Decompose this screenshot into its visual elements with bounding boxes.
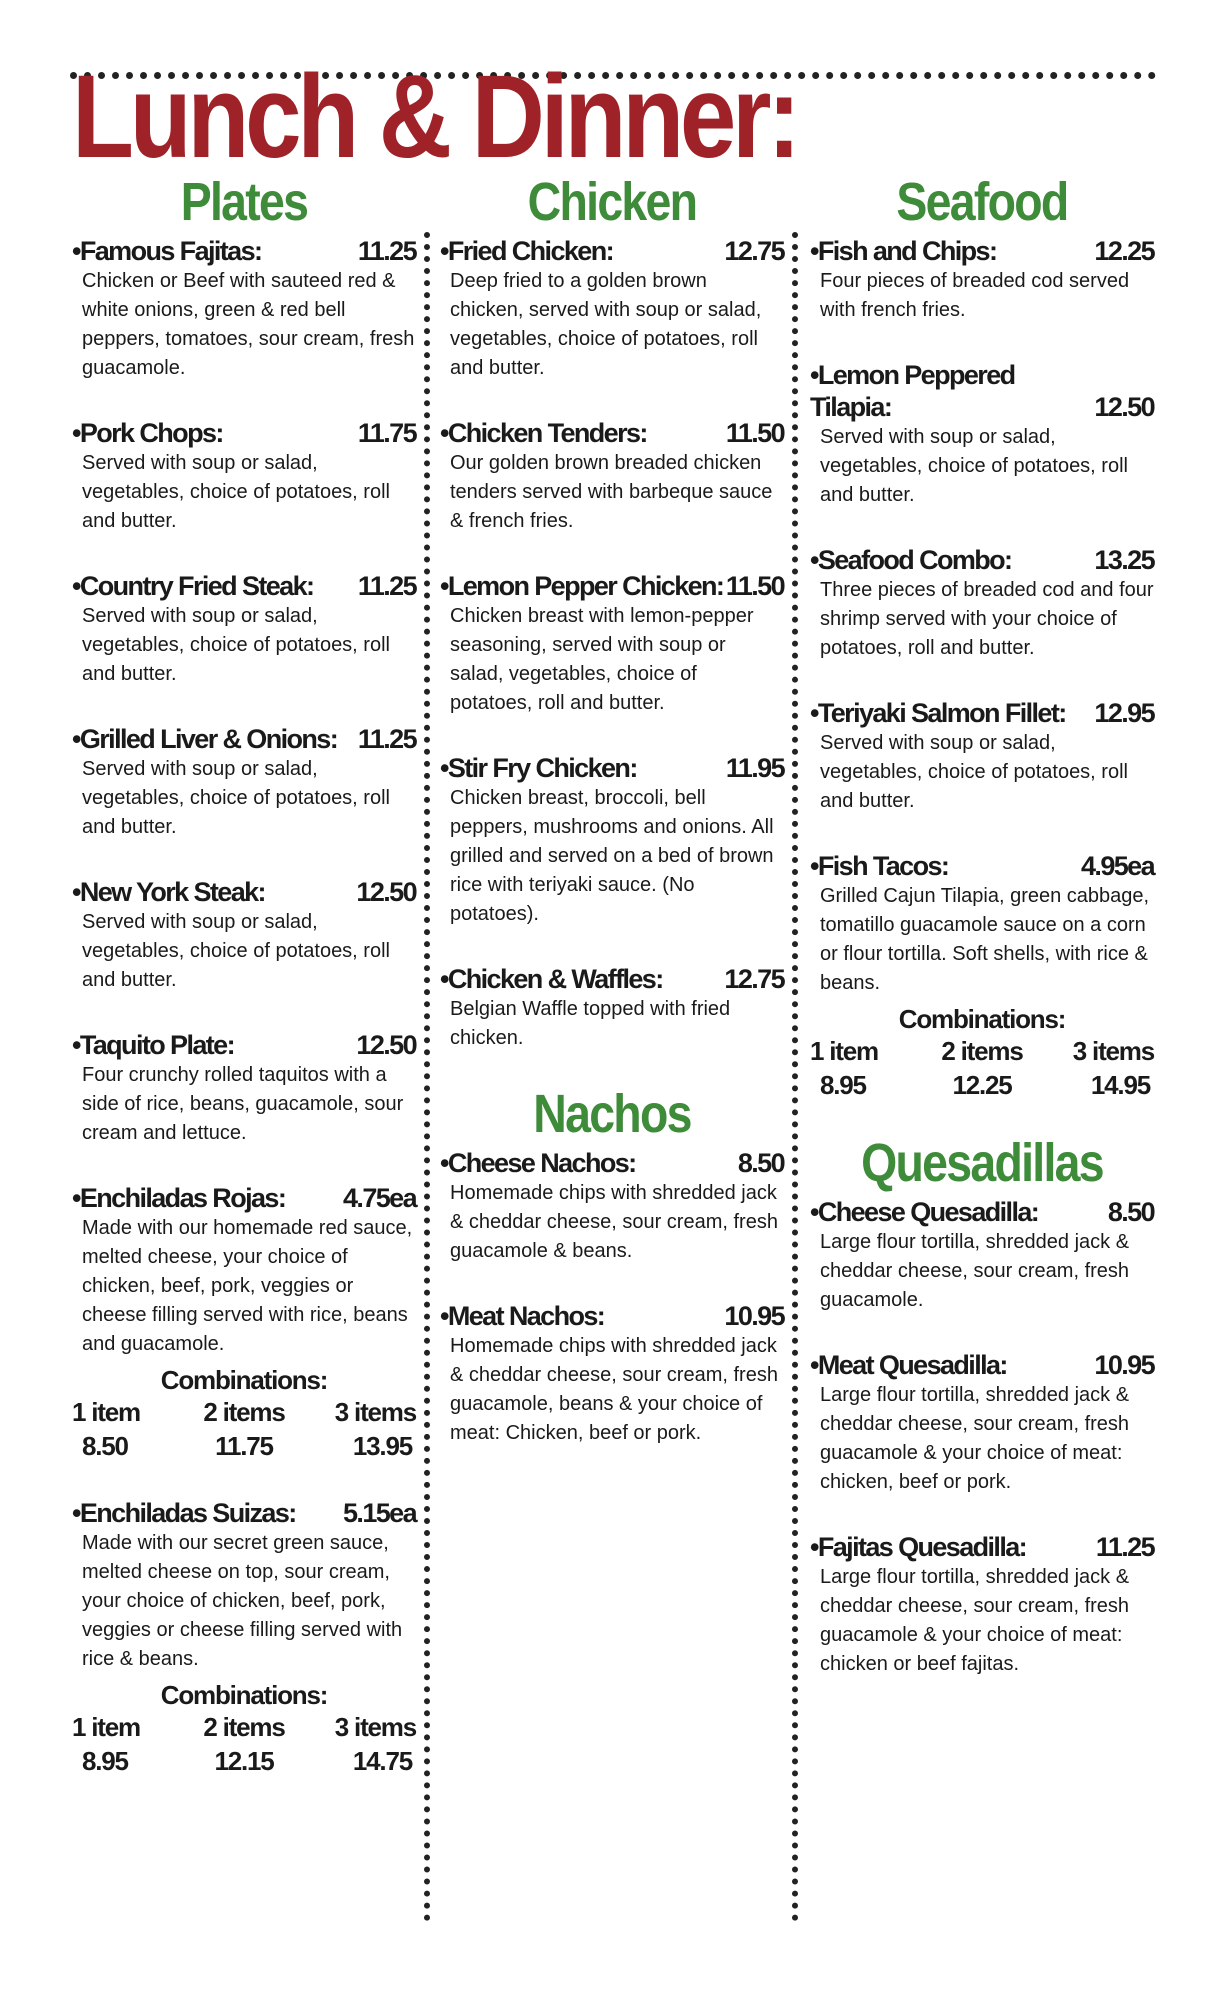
item-description: Served with soup or salad, vegetables, choice of potatoes, roll and butter.	[82, 605, 390, 685]
item-description: Large flour tortilla, shredded jack & cheddar cheese, sour cream, fresh guacamole.	[820, 1231, 1130, 1311]
combo-label: 1 item	[810, 1036, 878, 1066]
item-name: •Meat Nachos:	[440, 1301, 605, 1331]
combo-label: 2 items	[941, 1036, 1023, 1066]
item-price: 12.95	[1094, 698, 1154, 728]
quesadillas-heading: Quesadillas	[861, 1133, 1103, 1193]
item-description: Four crunchy rolled taquitos with a side of rice, beans, guacamole, sour cream and lettuce.	[82, 1064, 404, 1144]
combo-price: 14.75	[352, 1746, 412, 1776]
item-name: •Fried Chicken:	[440, 236, 613, 266]
plates-heading: Plates	[180, 172, 308, 232]
item-description: Four pieces of breaded cod served with french fries.	[820, 270, 1130, 321]
item-price: 11.25	[357, 571, 416, 601]
item-description: Three pieces of breaded cod and four shrimp served with your choice of potatoes, roll and butter.	[820, 579, 1154, 659]
nachos-heading: Nachos	[533, 1084, 691, 1144]
item-description: Large flour tortilla, shredded jack & cheddar cheese, sour cream, fresh guacamole & your choice of meat: chicken or beef fajitas.	[820, 1566, 1130, 1675]
combo-price: 12.25	[952, 1070, 1012, 1100]
item-description: Served with soup or salad, vegetables, choice of potatoes, roll and butter.	[82, 911, 390, 991]
menu-item	[72, 1182, 416, 1463]
item-name: •Cheese Nachos:	[440, 1148, 636, 1178]
combo-price: 13.95	[352, 1431, 412, 1461]
item-name: •New York Steak:	[72, 877, 265, 907]
item-name: •Meat Quesadilla:	[810, 1350, 1007, 1380]
menu-item	[810, 1531, 1154, 1679]
combo-price: 11.75	[215, 1431, 273, 1461]
item-description: Homemade chips with shredded jack & cheddar cheese, sour cream, fresh guacamole & beans.	[450, 1182, 778, 1262]
item-name: •Chicken & Waffles:	[440, 964, 663, 994]
combo-label: 1 item	[72, 1712, 140, 1742]
item-description: Chicken breast, broccoli, bell peppers, mushrooms and onions. All grilled and served on a bed of brown rice with teriyaki sauce. (No potatoes).	[450, 787, 774, 925]
item-price: 4.95ea	[1081, 851, 1154, 881]
item-price: 11.50	[725, 418, 784, 448]
item-name: •Cheese Quesadilla:	[810, 1197, 1039, 1227]
menu-item	[810, 1196, 1154, 1315]
menu-item	[810, 1349, 1154, 1497]
item-price: 11.25	[357, 236, 416, 266]
menu-item	[440, 235, 784, 383]
menu-title: Lunch & Dinner:	[72, 51, 797, 183]
combo-label: 3 items	[334, 1397, 416, 1427]
item-name: •Fajitas Quesadilla:	[810, 1532, 1027, 1562]
menu-item	[440, 752, 784, 929]
item-name: •Taquito Plate:	[72, 1030, 234, 1060]
item-price: 12.50	[356, 1030, 416, 1060]
combo-label: 3 items	[1072, 1036, 1154, 1066]
item-description: Served with soup or salad, vegetables, choice of potatoes, roll and butter.	[82, 452, 390, 532]
item-description: Served with soup or salad, vegetables, choice of potatoes, roll and butter.	[820, 426, 1128, 506]
combo-price: 12.15	[214, 1746, 274, 1776]
item-description: Deep fried to a golden brown chicken, served with soup or salad, vegetables, choice of potatoes, roll and butter.	[450, 270, 762, 379]
menu-item	[810, 697, 1154, 816]
menu-item	[72, 235, 416, 383]
item-price: 11.25	[357, 724, 416, 754]
plates-column	[72, 172, 416, 1812]
menu-item	[440, 963, 784, 1053]
item-price: 11.95	[725, 753, 784, 783]
item-description: Served with soup or salad, vegetables, choice of potatoes, roll and butter.	[820, 732, 1128, 812]
item-price: 11.25	[1095, 1532, 1154, 1562]
item-name: •Fish and Chips:	[810, 236, 997, 266]
item-name: •Enchiladas Rojas:	[72, 1183, 286, 1213]
item-description: Made with our homemade red sauce, melted cheese, your choice of chicken, beef, pork, veggies or cheese filling served with rice, beans and guacamole.	[82, 1217, 413, 1355]
item-price: 10.95	[1094, 1350, 1154, 1380]
item-description: Belgian Waffle topped with fried chicken.	[450, 998, 731, 1049]
item-description: Large flour tortilla, shredded jack & cheddar cheese, sour cream, fresh guacamole & your choice of meat: chicken, beef or pork.	[820, 1384, 1130, 1493]
combo-label: 2 items	[203, 1712, 285, 1742]
item-name: •Lemon Peppered	[810, 360, 1015, 390]
combinations-heading: Combinations:	[160, 1365, 328, 1395]
item-price: 11.75	[357, 418, 416, 448]
menu-item	[440, 1147, 784, 1266]
item-name: •Enchiladas Suizas:	[72, 1498, 296, 1528]
menu-item	[72, 417, 416, 536]
menu-item	[440, 570, 784, 718]
item-description: Our golden brown breaded chicken tenders served with barbeque sauce & french fries.	[450, 452, 773, 532]
item-name: •Grilled Liver & Onions:	[72, 724, 338, 754]
menu-item	[810, 544, 1154, 663]
item-price: 13.25	[1094, 545, 1154, 575]
menu-item	[72, 1029, 416, 1148]
item-name: •Lemon Pepper Chicken:	[440, 571, 724, 601]
combinations-heading: Combinations:	[898, 1004, 1066, 1034]
item-price: 12.50	[1094, 392, 1154, 422]
combinations-heading: Combinations:	[160, 1680, 328, 1710]
item-name: •Pork Chops:	[72, 418, 223, 448]
item-description: Chicken breast with lemon-pepper seasoning, served with soup or salad, vegetables, choice of potatoes, roll and butter.	[450, 605, 754, 714]
combo-label: 2 items	[203, 1397, 285, 1427]
item-price: 12.50	[356, 877, 416, 907]
combo-price: 8.95	[82, 1746, 128, 1776]
item-description: Served with soup or salad, vegetables, choice of potatoes, roll and butter.	[82, 758, 390, 838]
column-divider-1	[424, 232, 430, 1922]
item-name: •Teriyaki Salmon Fillet:	[810, 698, 1066, 728]
combo-price: 8.95	[820, 1070, 866, 1100]
seafood-column	[810, 172, 1154, 1713]
item-price: 8.50	[737, 1148, 784, 1178]
item-name: •Fish Tacos:	[810, 851, 949, 881]
menu-item	[440, 417, 784, 536]
item-name-continued: Tilapia:	[810, 392, 892, 422]
item-description: Homemade chips with shredded jack & cheddar cheese, sour cream, fresh guacamole, beans & your choice of meat: Chicken, beef or pork.	[450, 1335, 778, 1444]
chicken-column	[440, 172, 784, 1482]
item-price: 5.15ea	[343, 1498, 416, 1528]
menu-item	[810, 850, 1154, 1102]
item-name: •Famous Fajitas:	[72, 236, 262, 266]
chicken-heading: Chicken	[527, 172, 697, 232]
menu-item	[72, 723, 416, 842]
combinations	[72, 1365, 416, 1463]
item-description: Made with our secret green sauce, melted cheese on top, sour cream, your choice of chicken, beef, pork, veggies or cheese filling served with rice & beans.	[82, 1532, 403, 1670]
item-price: 12.75	[724, 964, 784, 994]
menu-item	[72, 1497, 416, 1778]
combo-price: 8.50	[82, 1431, 128, 1461]
item-price: 10.95	[724, 1301, 784, 1331]
menu-item	[440, 1300, 784, 1448]
item-price: 12.75	[724, 236, 784, 266]
item-price: 11.50	[725, 571, 784, 601]
combo-price: 14.95	[1090, 1070, 1150, 1100]
item-description: Grilled Cajun Tilapia, green cabbage, tomatillo guacamole sauce on a corn or flour tortilla. Soft shells, with rice & beans.	[820, 885, 1150, 994]
column-divider-2	[792, 232, 798, 1922]
item-name: •Country Fried Steak:	[72, 571, 314, 601]
item-description: Chicken or Beef with sauteed red & white onions, green & red bell peppers, tomatoes, sour cream, fresh guacamole.	[82, 270, 415, 379]
item-price: 4.75ea	[343, 1183, 416, 1213]
menu-item	[72, 570, 416, 689]
seafood-heading: Seafood	[896, 172, 1068, 232]
combinations	[810, 1004, 1154, 1102]
item-name: •Chicken Tenders:	[440, 418, 647, 448]
menu-item	[72, 876, 416, 995]
combinations	[72, 1680, 416, 1778]
item-price: 8.50	[1107, 1197, 1154, 1227]
menu-item	[810, 235, 1154, 325]
menu-item	[810, 359, 1154, 510]
combo-label: 1 item	[72, 1397, 140, 1427]
combo-label: 3 items	[334, 1712, 416, 1742]
item-name: •Seafood Combo:	[810, 545, 1012, 575]
item-name: •Stir Fry Chicken:	[440, 753, 637, 783]
item-price: 12.25	[1094, 236, 1154, 266]
